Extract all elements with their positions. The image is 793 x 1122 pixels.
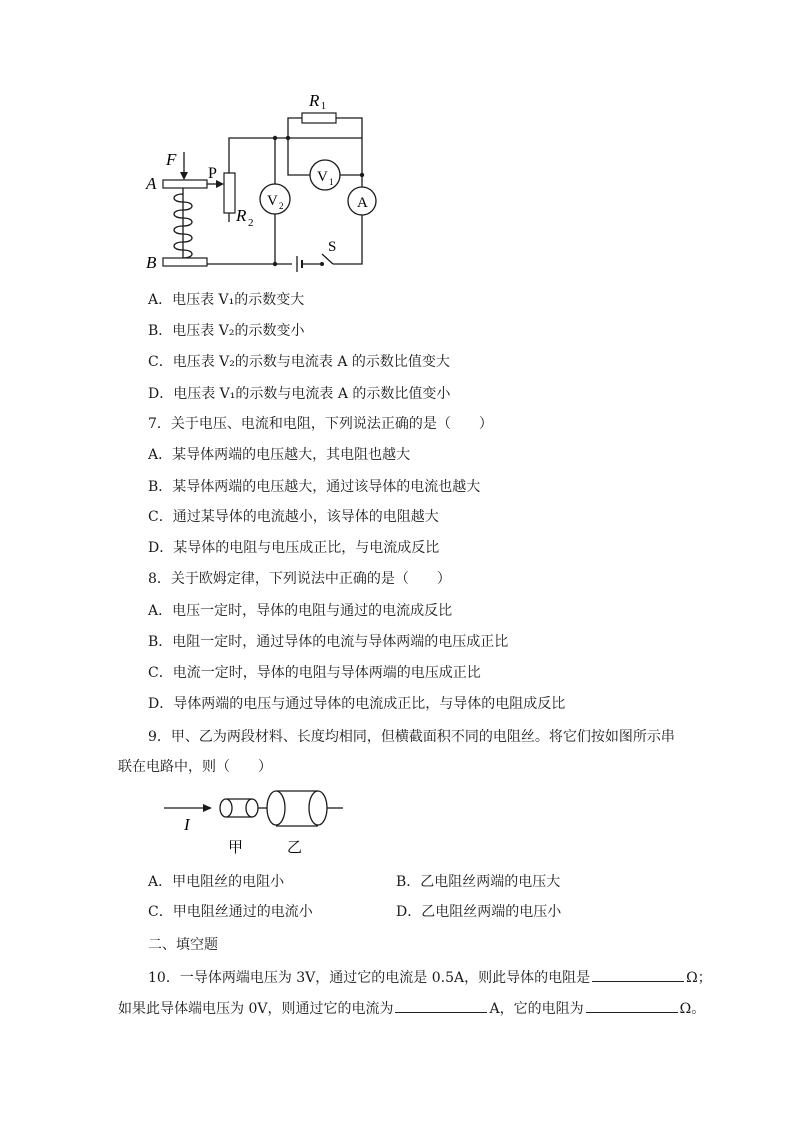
q7-option-d: D．某导体的电阻与电压成正比，与电流成反比 <box>148 540 440 556</box>
q6-option-d: D．电压表 V₁的示数与电流表 A 的示数比值变小 <box>148 386 451 402</box>
label-r2-sub: 2 <box>248 217 254 229</box>
section-heading: 二、填空题 <box>148 937 218 953</box>
answer-blank-1[interactable] <box>592 967 684 982</box>
q8-option-c: C．电流一定时，导体的电阻与导体两端的电压成正比 <box>148 665 481 681</box>
q9-option-a: A．甲电阻丝的电阻小 <box>148 874 285 890</box>
answer-blank-2[interactable] <box>395 998 487 1013</box>
label-jia: 甲 <box>228 840 244 856</box>
label-r2: R <box>236 206 247 225</box>
label-v2: V <box>267 193 278 209</box>
q8-option-d: D．导体两端的电压与通过导体的电流成正比，与导体的电阻成反比 <box>148 696 566 712</box>
q8-stem: 8．关于欧姆定律，下列说法中正确的是（ ） <box>148 571 451 587</box>
label-v1-sub: 1 <box>329 177 334 187</box>
q6-option-a: A．电压表 V₁的示数变大 <box>148 292 305 308</box>
q10-part2: 如果此导体端电压为 0V，则通过它的电流为 <box>118 1001 394 1017</box>
q10-part1: 10．一导体两端电压为 3V，通过它的电流是 0.5A，则此导体的电阻是 <box>148 970 591 986</box>
q9-stem-line1: 9．甲、乙为两段材料、长度均相同，但横截面积不同的电阻丝。将它们按如图所示串 <box>148 729 675 745</box>
q10-line2 <box>118 998 705 1019</box>
label-switch: S <box>328 239 337 255</box>
q10-unit3: Ω。 <box>679 1001 706 1017</box>
q10-unit1: Ω； <box>686 970 712 986</box>
label-r1: R <box>309 91 320 110</box>
label-force: F <box>166 150 177 169</box>
label-yi: 乙 <box>287 840 303 856</box>
label-a: A <box>146 174 157 193</box>
q9-option-d: D．乙电阻丝两端的电压小 <box>396 904 562 920</box>
q9-option-c: C．甲电阻丝通过的电流小 <box>148 904 313 920</box>
label-v2-sub: 2 <box>279 201 284 211</box>
label-r1-sub: 1 <box>321 101 326 112</box>
q7-option-b: B．某导体两端的电压越大，通过该导体的电流也越大 <box>148 479 481 495</box>
answer-blank-3[interactable] <box>586 998 678 1013</box>
q7-option-c: C．通过某导体的电流越小，该导体的电阻越大 <box>148 509 439 525</box>
q7-stem: 7．关于电压、电流和电阻，下列说法正确的是（ ） <box>148 416 493 432</box>
label-ammeter: A <box>357 195 368 211</box>
q7-option-a: A．某导体两端的电压越大，其电阻也越大 <box>148 447 411 463</box>
q9-option-b: B．乙电阻丝两端的电压大 <box>396 874 561 890</box>
q8-option-b: B．电阻一定时，通过导体的电流与导体两端的电压成正比 <box>148 634 509 650</box>
q8-option-a: A．电压一定时，导体的电阻与通过的电流成反比 <box>148 603 453 619</box>
q6-option-c: C．电压表 V₂的示数与电流表 A 的示数比值变大 <box>148 354 450 370</box>
label-v1: V <box>317 169 328 185</box>
q9-stem-line2: 联在电路中，则（ ） <box>118 759 272 775</box>
label-b: B <box>146 253 157 272</box>
q6-option-b: B．电压表 V₂的示数变小 <box>148 323 305 339</box>
q10-line1 <box>148 967 712 988</box>
q10-unit2: A，它的电阻为 <box>489 1001 584 1017</box>
label-current-i: I <box>184 815 190 834</box>
label-p: P <box>208 165 217 182</box>
